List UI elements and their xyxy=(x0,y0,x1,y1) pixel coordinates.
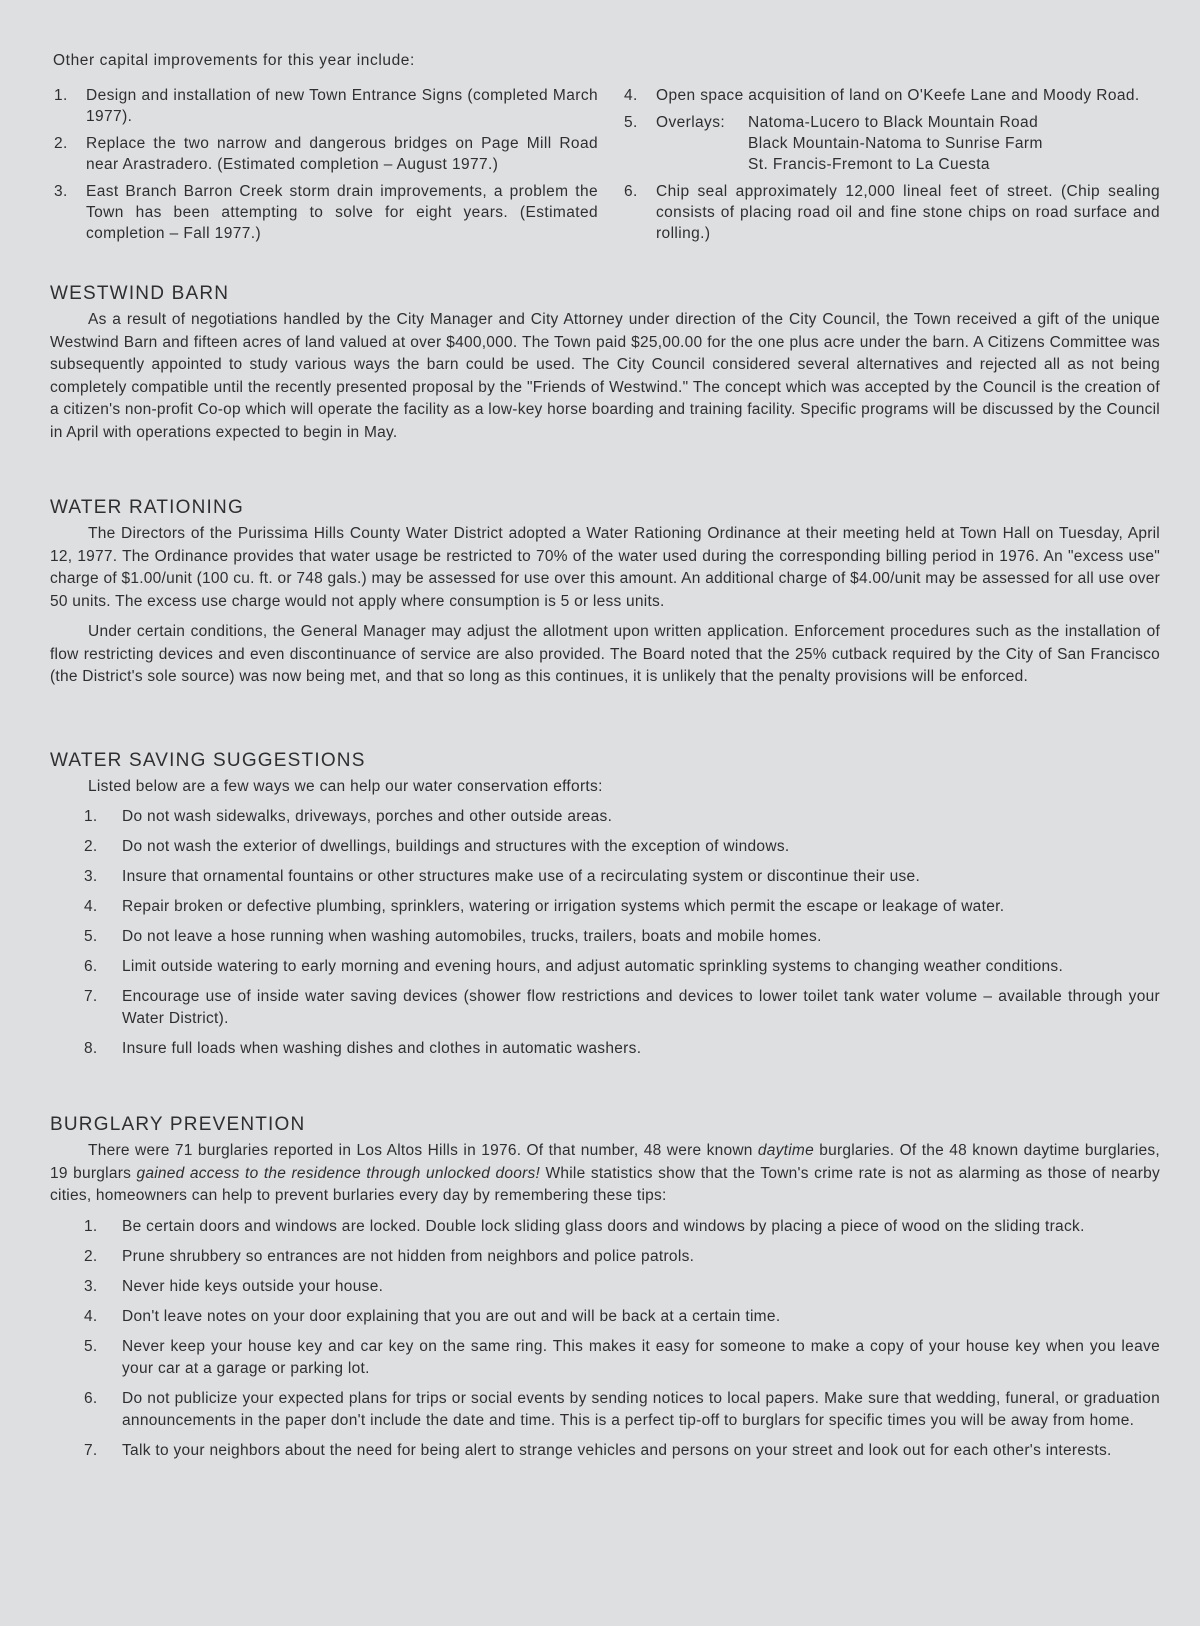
item-text: Do not wash the exterior of dwellings, buildings and structures with the exception of windows. xyxy=(122,838,790,855)
list-item xyxy=(50,1246,1160,1268)
section-heading: WATER SAVING SUGGESTIONS xyxy=(50,750,366,771)
section-paragraph: The Directors of the Purissima Hills County Water District adopted a Water Rationing Ordinance at their meeting held at Town Hall on Tuesday, April 12, 1977. The Ordinance provides that water usage be restricted to 70% of the water used during the corresponding billing period in 1976. An "excess use" charge of $1.00/unit (100 cu. ft. or 748 gals.) may be assessed for use over this amount. An additional charge of $4.00/unit may be assessed for all use over 50 units. The excess use charge would not apply where consumption is 5 or less units. xyxy=(50,525,1160,610)
capital-intro: Other capital improvements for this year include: xyxy=(53,52,415,69)
para-text: burglaries. Of the 48 known daytime burglaries, 19 burglars xyxy=(50,1142,1160,1182)
section-heading: WATER RATIONING xyxy=(50,497,244,518)
overlay-line: Natoma-Lucero to Black Mountain Road xyxy=(748,114,1039,131)
item-number: 4. xyxy=(84,1307,98,1325)
item-text: Replace the two narrow and dangerous bridges on Page Mill Road near Arastradero. (Estimated completion – August 1977.) xyxy=(86,135,598,173)
item-number: 7. xyxy=(84,1441,98,1459)
item-text: Insure full loads when washing dishes and clothes in automatic washers. xyxy=(122,1040,642,1057)
list-item xyxy=(50,836,1160,858)
item-text: Do not wash sidewalks, driveways, porches and other outside areas. xyxy=(122,808,613,825)
item-number: 5. xyxy=(84,1337,98,1355)
water-saving-section xyxy=(50,750,1160,1068)
para-emphasis: gained access to the residence through unlocked doors! xyxy=(136,1164,541,1182)
list-item xyxy=(50,85,598,127)
item-number: 1. xyxy=(84,1217,98,1235)
section-paragraph xyxy=(50,1140,1160,1208)
item-number: 2. xyxy=(54,135,68,152)
burglary-tips-list xyxy=(50,1216,1160,1462)
item-number: 8. xyxy=(84,1040,98,1057)
item-number: 6. xyxy=(84,1389,98,1407)
item-number: 7. xyxy=(84,988,98,1005)
item-number: 2. xyxy=(84,838,98,855)
item-text: Encourage use of inside water saving devices (shower flow restrictions and devices to lower toilet tank water volume – available through your Water District). xyxy=(122,988,1160,1027)
list-item xyxy=(50,956,1160,978)
westwind-section xyxy=(50,283,1160,452)
para-emphasis: daytime xyxy=(757,1142,814,1159)
capital-left-column xyxy=(50,85,598,250)
item-text: Repair broken or defective plumbing, sprinklers, watering or irrigation systems which permit the escape or leakage of water. xyxy=(122,898,1005,915)
section-lead: Listed below are a few ways we can help our water conservation efforts: xyxy=(88,778,603,795)
item-text: Be certain doors and windows are locked. Double lock sliding glass doors and windows by placing a piece of wood on the sliding track. xyxy=(122,1217,1085,1235)
overlays-block xyxy=(656,112,1160,175)
item-number: 3. xyxy=(54,183,68,200)
item-text: Talk to your neighbors about the need for being alert to strange vehicles and persons on your street and look out for each other's interests. xyxy=(122,1441,1112,1459)
section-heading: WESTWIND BARN xyxy=(50,283,230,304)
water-rationing-section xyxy=(50,497,1160,697)
list-item xyxy=(50,1306,1160,1328)
item-number: 5. xyxy=(624,114,638,131)
overlay-line: Black Mountain-Natoma to Sunrise Farm xyxy=(748,135,1043,152)
item-number: 4. xyxy=(624,87,638,104)
section-heading: BURGLARY PREVENTION xyxy=(50,1114,306,1135)
item-text: Don't leave notes on your door explaining that you are out and will be back at a certain time. xyxy=(122,1307,781,1325)
item-number: 1. xyxy=(84,808,98,825)
list-item xyxy=(50,866,1160,888)
overlay-line: St. Francis-Fremont to La Cuesta xyxy=(748,156,990,173)
item-text: East Branch Barron Creek storm drain improvements, a problem the Town has been attempting to solve for eight years. (Estimated completion – Fall 1977.) xyxy=(86,183,598,242)
item-text: Never keep your house key and car key on the same ring. This makes it easy for someone to make a copy of your house key when you leave your car at a garage or parking lot. xyxy=(122,1337,1160,1377)
capital-right-column xyxy=(620,85,1160,250)
list-item xyxy=(50,926,1160,948)
section-paragraph: Under certain conditions, the General Manager may adjust the allotment upon written application. Enforcement procedures such as the installation of flow restricting devices and even discontinuance of service are also provided. The Board noted that the 25% cutback required by the City of San Francisco (the District's sole source) was now being met, and that so long as this continues, it is unlikely that the penalty provisions will be enforced. xyxy=(50,623,1160,685)
para-text: While statistics show that the Town's crime rate is not as alarming as those of nearby cities, homeowners can help to prevent burlaries every day by remembering these tips: xyxy=(50,1164,1160,1204)
item-number: 2. xyxy=(84,1247,98,1265)
water-saving-list xyxy=(50,806,1160,1060)
list-item xyxy=(620,112,1160,175)
overlays-values xyxy=(748,112,1043,175)
list-item xyxy=(50,133,598,175)
item-number: 4. xyxy=(84,898,98,915)
list-item xyxy=(50,1388,1160,1432)
para-text: There were 71 burglaries reported in Los Altos Hills in 1976. Of that number, 48 were known xyxy=(88,1142,758,1159)
list-item xyxy=(50,1336,1160,1380)
list-item xyxy=(620,181,1160,244)
item-number: 3. xyxy=(84,1277,98,1295)
list-item xyxy=(50,806,1160,828)
list-item xyxy=(50,1276,1160,1298)
item-text: Design and installation of new Town Entrance Signs (completed March 1977). xyxy=(86,87,598,125)
section-paragraph: As a result of negotiations handled by the City Manager and City Attorney under direction of the City Council, the Town received a gift of the unique Westwind Barn and fifteen acres of land valued at over $400,000. The Town paid $25,00.00 for the one plus acre under the barn. A Citizens Committee was subsequently appointed to study various ways the barn could be used. The City Council considered several alternatives and rejected all as not being completely compatible until the recently presented proposal by the "Friends of Westwind." The concept which was accepted by the Council is the creation of a citizen's non-profit Co-op which will operate the facility as a low-key horse boarding and training facility. Specific programs will be discussed by the Council in April with operations expected to begin in May. xyxy=(50,311,1160,441)
list-item xyxy=(50,1038,1160,1060)
burglary-section xyxy=(50,1114,1160,1470)
overlays-label: Overlays: xyxy=(656,114,726,131)
list-item xyxy=(50,986,1160,1030)
item-text: Do not publicize your expected plans for trips or social events by sending notices to local papers. Make sure that wedding, funeral, or graduation announcements in the paper don't include the date and time. This is a perfect tip-off to burglars for specific times you will be away from home. xyxy=(122,1389,1160,1429)
item-number: 5. xyxy=(84,928,98,945)
item-text: Chip seal approximately 12,000 lineal feet of street. (Chip sealing consists of placing road oil and fine stone chips on road surface and rolling.) xyxy=(656,183,1160,242)
item-number: 3. xyxy=(84,868,98,885)
item-text: Limit outside watering to early morning and evening hours, and adjust automatic sprinkling systems to changing weather conditions. xyxy=(122,958,1064,975)
list-item xyxy=(620,85,1160,106)
item-number: 6. xyxy=(624,183,638,200)
item-text: Do not leave a hose running when washing automobiles, trucks, trailers, boats and mobile homes. xyxy=(122,928,822,945)
item-text: Insure that ornamental fountains or other structures make use of a recirculating system or discontinue their use. xyxy=(122,868,921,885)
list-item xyxy=(50,181,598,244)
list-item xyxy=(50,896,1160,918)
item-number: 1. xyxy=(54,87,68,104)
item-text: Prune shrubbery so entrances are not hidden from neighbors and police patrols. xyxy=(122,1247,695,1265)
list-item xyxy=(50,1216,1160,1238)
item-text: Never hide keys outside your house. xyxy=(122,1277,384,1295)
item-number: 6. xyxy=(84,958,98,975)
item-text: Open space acquisition of land on O'Keefe Lane and Moody Road. xyxy=(656,87,1140,104)
list-item xyxy=(50,1440,1160,1462)
